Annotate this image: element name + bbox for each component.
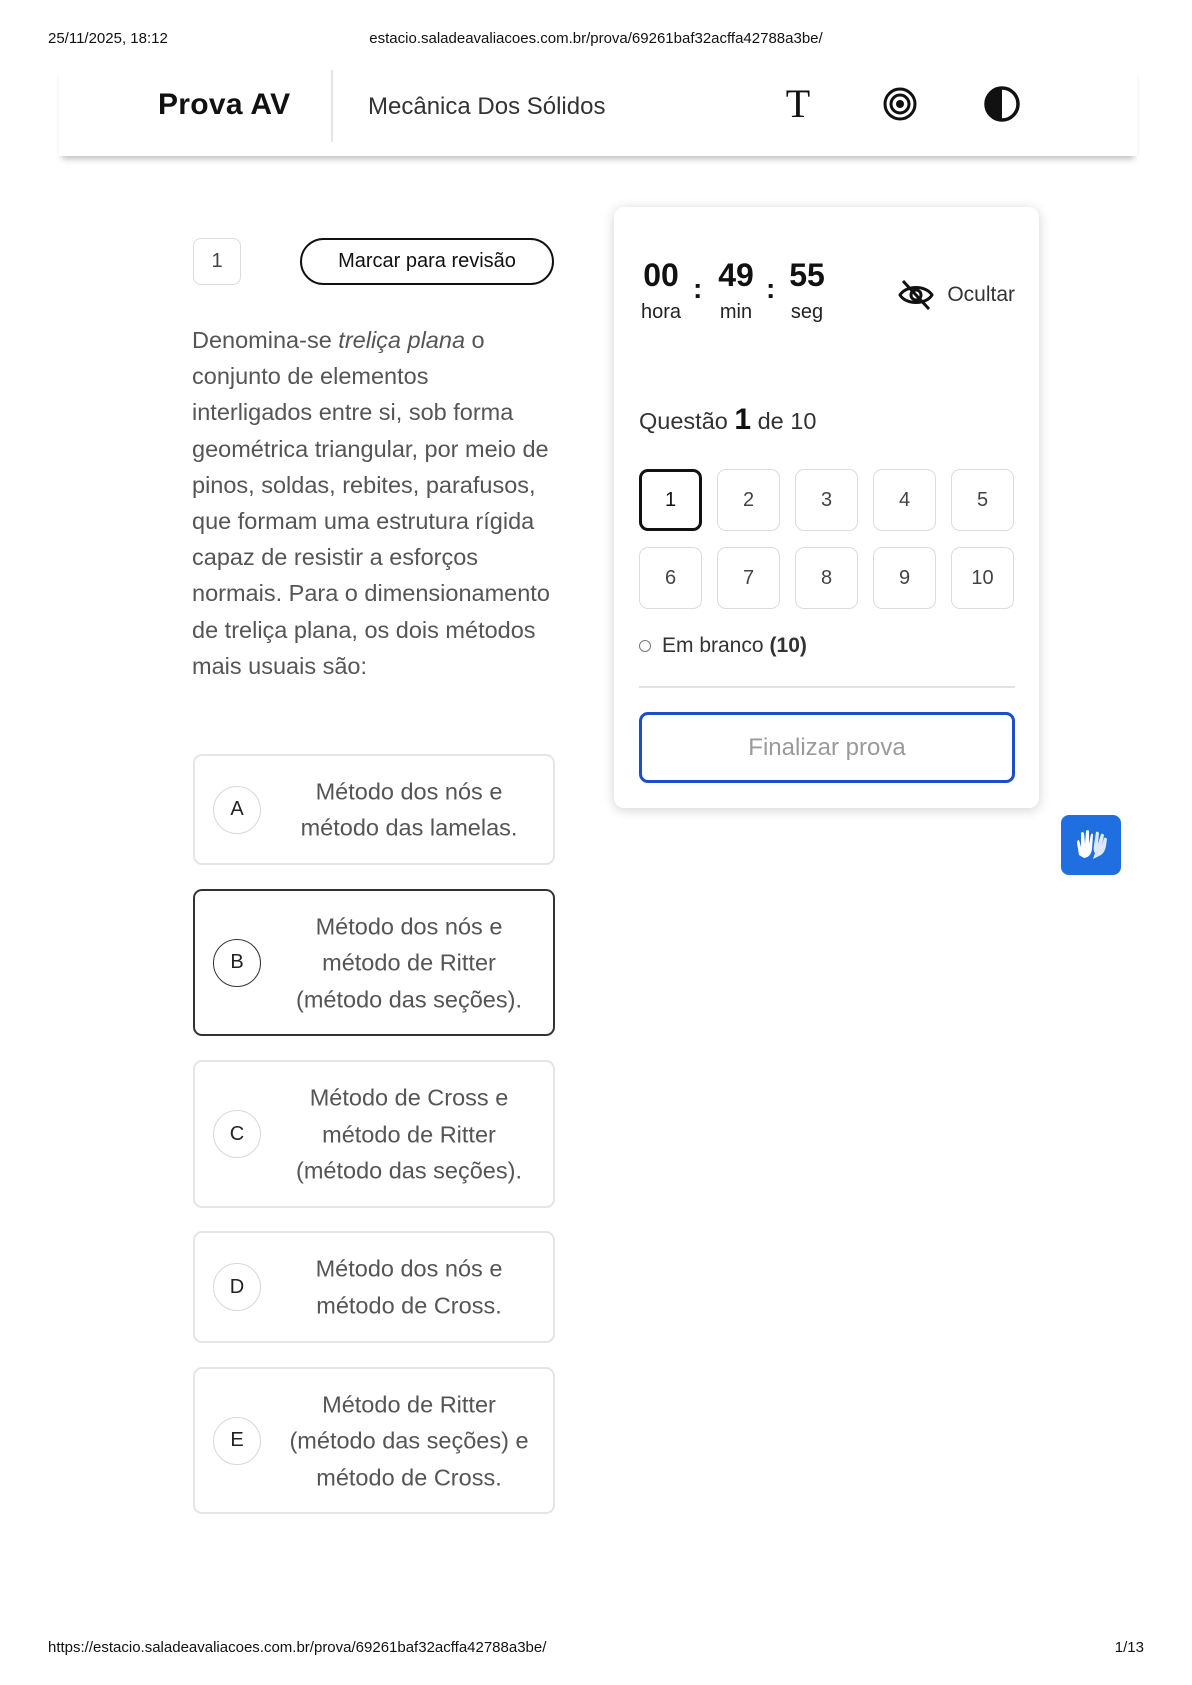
timer-minutes: [714, 257, 758, 324]
nav-question-7[interactable]: 7: [717, 547, 780, 609]
eye-off-icon: [897, 277, 935, 313]
timer-hours: [638, 257, 684, 324]
timer-hours-label: hora: [640, 301, 682, 323]
option-text: Método de Cross e método de Ritter (método das seções).: [296, 1084, 522, 1184]
question-counter: [639, 403, 816, 437]
print-datetime: 25/11/2025, 18:12: [48, 30, 168, 47]
timer-seconds-value: 55: [789, 257, 825, 293]
header-divider: [331, 70, 333, 142]
nav-question-9[interactable]: 9: [873, 547, 936, 609]
sign-language-icon[interactable]: [1061, 815, 1121, 875]
nav-question-4[interactable]: 4: [873, 469, 936, 531]
timer-minutes-label: min: [719, 301, 753, 323]
option-text: Método dos nós e método das lamelas.: [300, 778, 518, 841]
option-d[interactable]: [193, 1231, 555, 1343]
focus-target-icon[interactable]: [880, 84, 920, 124]
option-text: Método dos nós e método de Ritter (método das seções).: [296, 912, 522, 1012]
contrast-icon[interactable]: [982, 84, 1022, 124]
counter-prefix: Questão: [639, 408, 728, 434]
timer-seconds: [786, 257, 828, 324]
top-bar: [59, 66, 1137, 156]
finish-exam-button[interactable]: Finalizar prova: [639, 712, 1015, 783]
mark-for-review-button[interactable]: Marcar para revisão: [300, 238, 554, 285]
blank-legend: [639, 634, 807, 658]
option-letter: E: [213, 1417, 261, 1465]
exam-status-card: [614, 207, 1039, 808]
hide-timer-button[interactable]: [897, 277, 1015, 313]
question-text-emphasis: treliça plana: [338, 327, 466, 353]
card-divider: [639, 686, 1015, 688]
hide-timer-label: Ocultar: [947, 283, 1015, 306]
option-a[interactable]: [193, 754, 555, 865]
hands-icon: [1071, 825, 1111, 865]
timer-separator: :: [693, 273, 703, 304]
blank-count: (10): [769, 634, 807, 657]
subject-title: Mecânica Dos Sólidos: [368, 93, 606, 120]
counter-suffix: de 10: [757, 408, 817, 434]
question-text-pre: Denomina-se: [192, 327, 339, 353]
print-page-number: 1/13: [1114, 1639, 1144, 1656]
option-letter: A: [213, 786, 261, 834]
option-letter: C: [213, 1110, 261, 1158]
blank-label: Em branco: [662, 634, 764, 657]
question-text-post: o conjunto de elementos interligados entre si, sob forma geométrica triangular, por meio de pinos, soldas, rebites, parafusos, que formam uma estrutura rígida capaz de resistir a esforços normais. Para o dimensionamento de treliça plana, os dois métodos mais usuais são:: [192, 327, 550, 679]
question-number: 1: [193, 238, 241, 285]
question-statement: [192, 322, 554, 684]
font-size-glyph: T: [785, 81, 811, 126]
brand-title: Prova AV: [158, 88, 291, 121]
counter-current: 1: [734, 403, 752, 436]
nav-question-5[interactable]: 5: [951, 469, 1014, 531]
font-size-icon[interactable]: [778, 81, 818, 126]
option-c[interactable]: [193, 1060, 555, 1208]
timer-hours-value: 00: [643, 257, 679, 293]
print-header-url: estacio.saladeavaliacoes.com.br/prova/69261baf32acffa42788a3be/: [369, 30, 823, 47]
nav-question-2[interactable]: 2: [717, 469, 780, 531]
blank-dot-icon: [639, 640, 651, 652]
option-b[interactable]: [193, 889, 555, 1036]
option-text: Método de Ritter (método das seções) e método de Cross.: [289, 1390, 529, 1490]
nav-question-8[interactable]: 8: [795, 547, 858, 609]
print-footer-url: https://estacio.saladeavaliacoes.com.br/prova/69261baf32acffa42788a3be/: [48, 1639, 547, 1656]
timer-seconds-label: seg: [790, 301, 824, 323]
timer-separator: :: [766, 273, 776, 304]
print-header: [48, 30, 1144, 50]
option-letter: D: [213, 1263, 261, 1311]
nav-question-6[interactable]: 6: [639, 547, 702, 609]
option-text: Método dos nós e método de Cross.: [315, 1255, 503, 1318]
option-e[interactable]: [193, 1367, 555, 1514]
option-letter: B: [213, 939, 261, 987]
nav-question-10[interactable]: 10: [951, 547, 1014, 609]
nav-question-1[interactable]: 1: [639, 469, 702, 531]
timer-minutes-value: 49: [718, 257, 754, 293]
nav-question-3[interactable]: 3: [795, 469, 858, 531]
